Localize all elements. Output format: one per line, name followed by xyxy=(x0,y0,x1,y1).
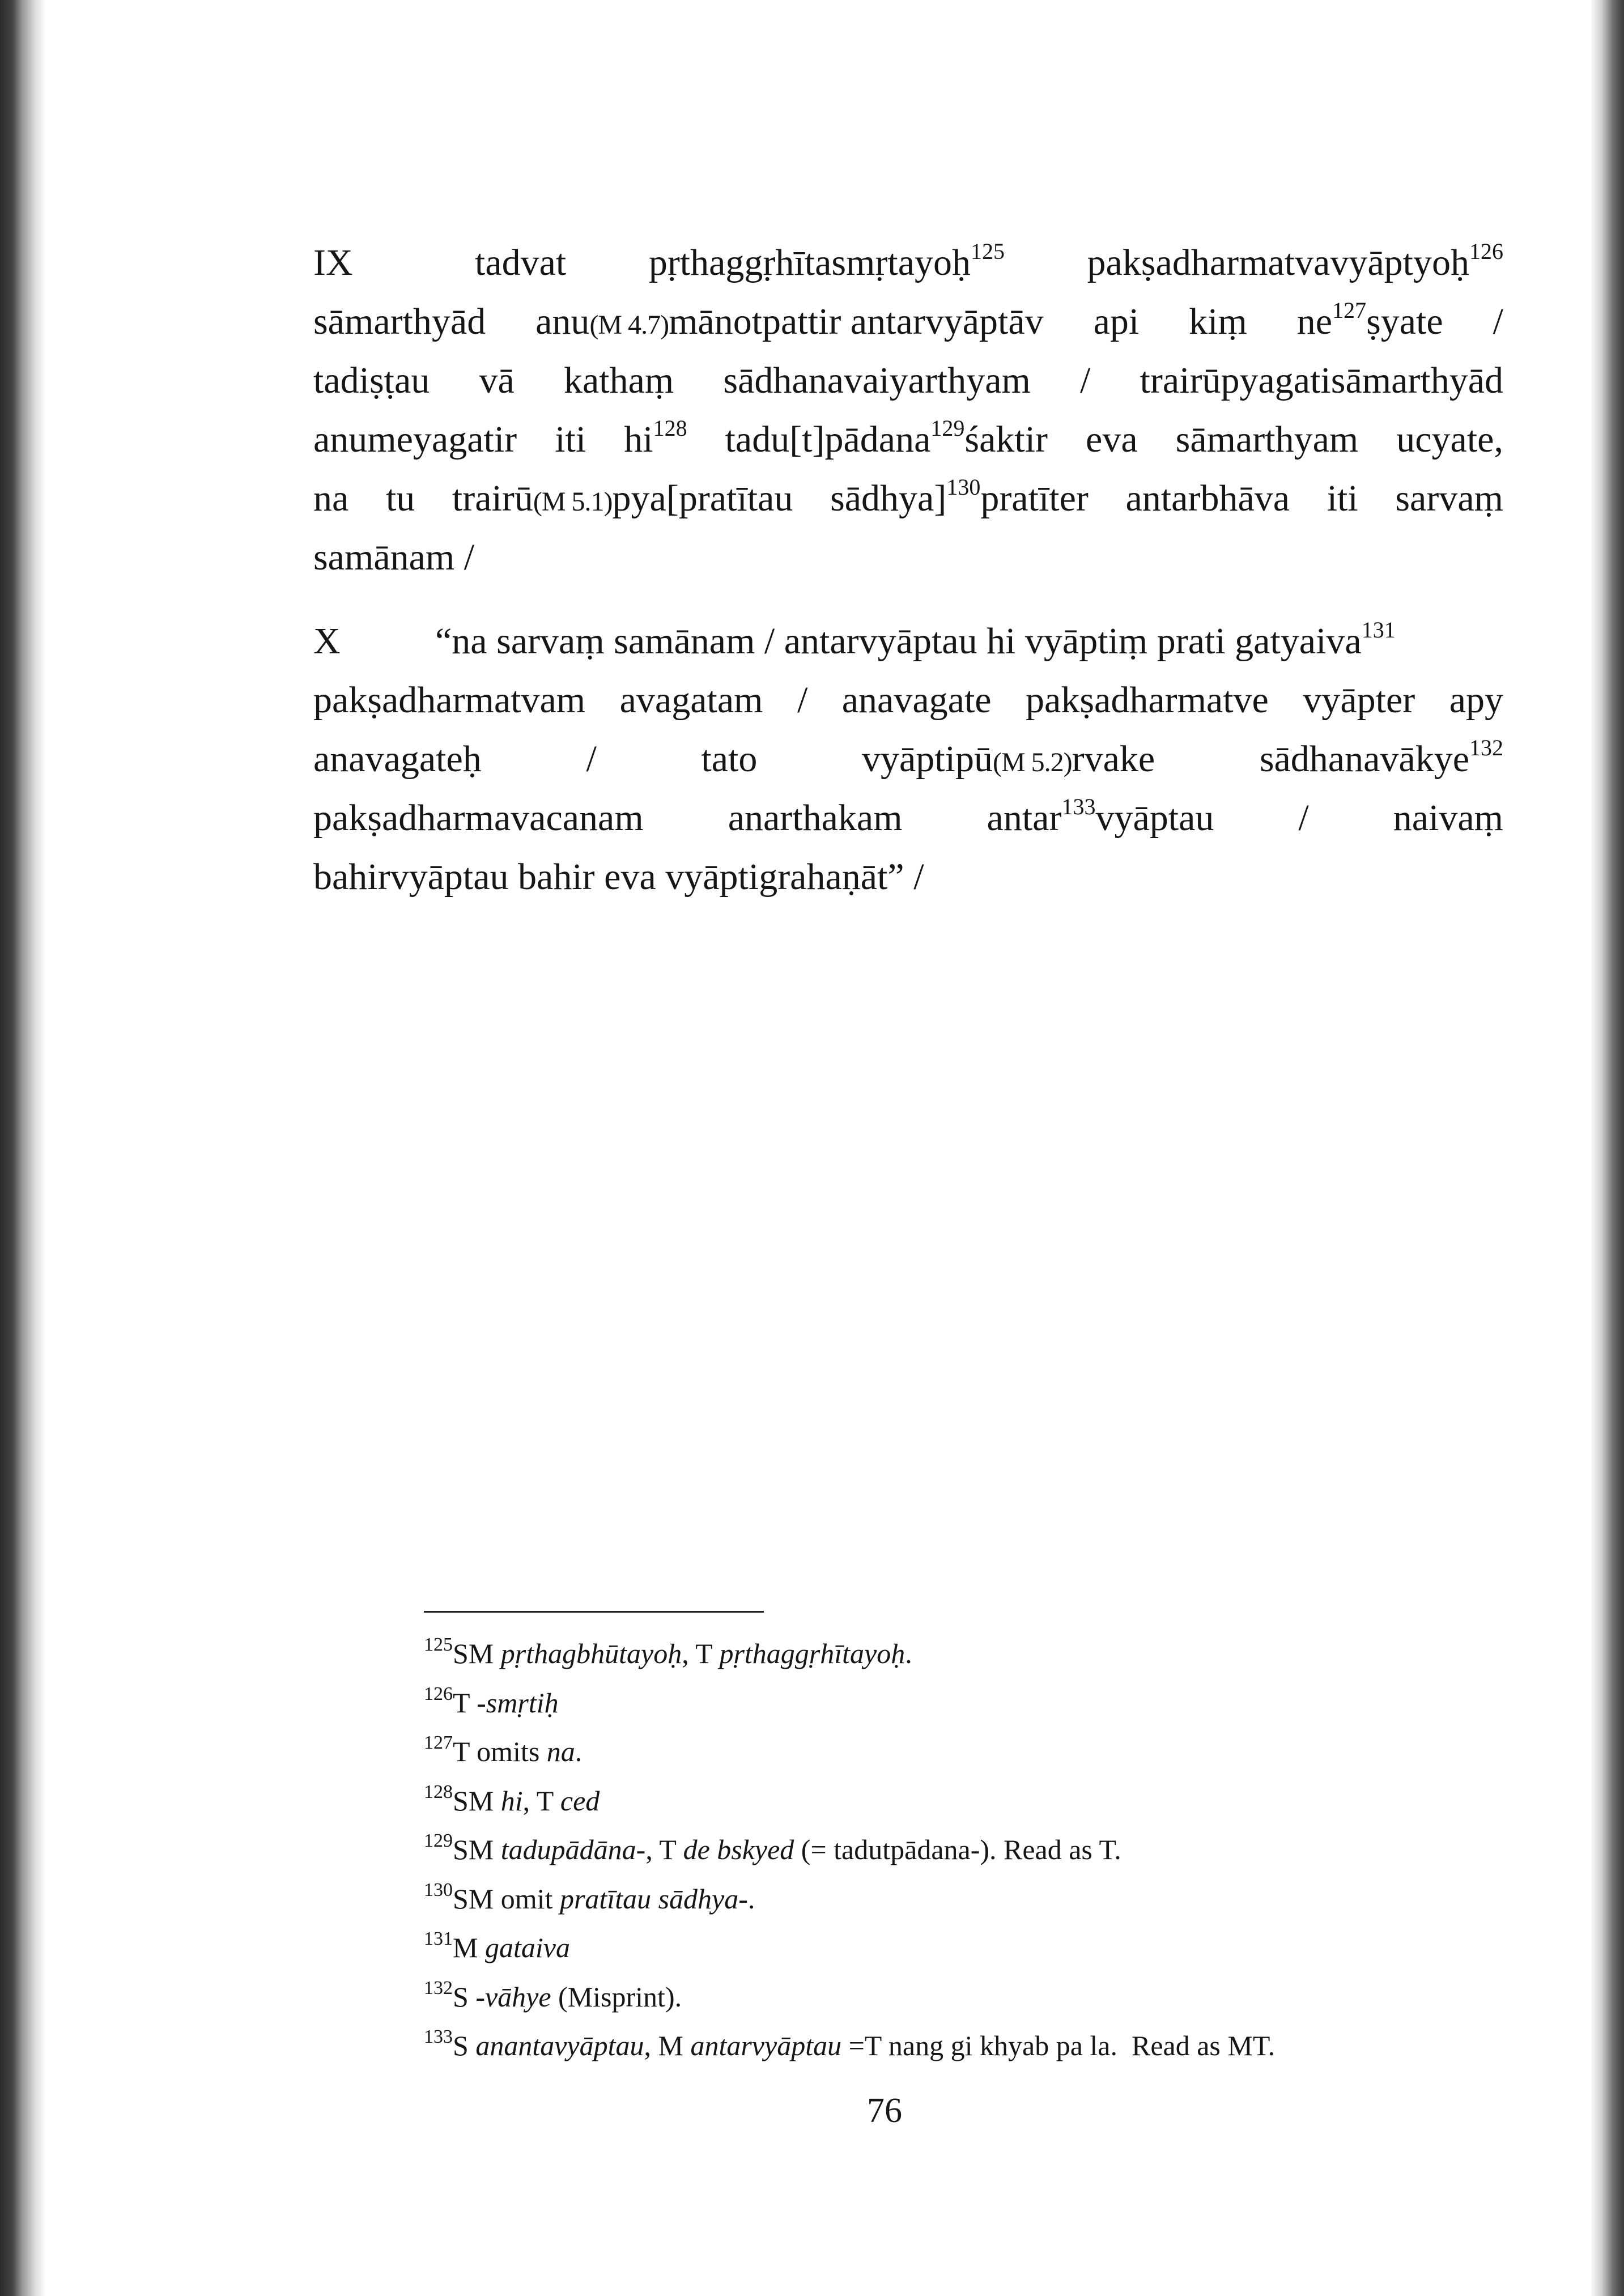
footnote: $^{129}$SM tadupādāna-, T de bskyed (= tadutpādana-). Read as T. xyxy=(424,1830,1121,1865)
section-ix-line-4: anumeyagatir iti $hi^{128}$ tadu[t]pādana$^{129}$śaktir eva sāmarthyam ucyate, xyxy=(313,415,1503,460)
footnote: $^{133}$S anantavyāptau, M antarvyāptau =T nang gi khyab pa la. Read as MT. xyxy=(424,2026,1276,2061)
scan-edge-right xyxy=(1590,0,1624,2296)
section-number: IX xyxy=(313,242,353,283)
footnote: $^{127}$T omits na. xyxy=(424,1732,583,1767)
page-number: 76 xyxy=(867,2091,902,2130)
section-ix xyxy=(313,233,1503,587)
section-x-line-4: pakṣadharmavacanam anarthakam antar$^{133}$vyāptau / naivaṃ xyxy=(313,794,1503,839)
footnote: $^{126}$T -smṛtiḥ xyxy=(424,1683,559,1719)
footnote: $^{131}$M gataiva xyxy=(424,1928,570,1963)
footnote-ref: 131 xyxy=(1361,617,1396,643)
section-ix-line-5: na tu trairū(M 5.1)pya[pratītau sādhya]$^{130}$pratīter antarbhāva iti sarvaṃ xyxy=(313,474,1503,519)
footnotes xyxy=(424,1629,1500,2070)
section-x-line-2: pakṣadharmatvam avagatam / anavagate pakṣadharmatve vyāpter apy xyxy=(313,679,1503,721)
footnote-ref: 132 xyxy=(1469,735,1503,760)
footnote: $^{130}$SM omit pratītau sādhya-. xyxy=(424,1879,755,1915)
section-number: X xyxy=(313,620,341,662)
edition-ref: (M 4.7) xyxy=(589,310,669,340)
section-ix-line-2: sāmarthyād anu(M 4.7)mānotpattir antarvyāptāv api kiṃ $ne^{127}ṣyate$ / xyxy=(313,297,1503,342)
section-x-line-3: anavagateḥ / tato vyāptipū(M 5.2)rvake sādhanavākye$^{132}$ xyxy=(313,735,1503,780)
edition-ref: (M 5.1) xyxy=(533,487,613,517)
footnote: $^{128}$SM hi, T ced xyxy=(424,1781,600,1817)
footnote-ref: 133 xyxy=(1061,794,1096,819)
section-x xyxy=(313,612,1503,907)
footnote-ref: 128 xyxy=(653,415,687,441)
footnote-ref: 126 xyxy=(1469,239,1503,264)
edition-ref: (M 5.2) xyxy=(992,747,1072,777)
section-x-line-1: X “na sarvaṃ samānam / antarvyāptau hi vyāptiṃ prati gatyaiva$^{131}$ xyxy=(313,612,1503,671)
footnote-ref: 130 xyxy=(946,474,981,500)
footnote-ref: 129 xyxy=(930,415,965,441)
footnote-ref: 127 xyxy=(1332,297,1367,323)
section-ix-line-1: IX tadvat pṛthaggṛhītasmṛtayoḥ$^{125}$ pakṣadharmatvavyāptyoḥ$^{126}$ xyxy=(313,233,1503,292)
footnote: $^{125}$SM pṛthagbhūtayoḥ, T pṛthaggṛhītayoḥ. xyxy=(424,1634,912,1669)
footnote-ref: 125 xyxy=(971,239,1005,264)
footnote: $^{132}$S -vāhye (Misprint). xyxy=(424,1977,682,2013)
section-ix-line-3: tadiṣṭau vā kathaṃ sādhanavaiyarthyam / trairūpyagatisāmarthyād xyxy=(313,360,1503,401)
footnote-rule xyxy=(424,1611,764,1613)
scan-edge-left xyxy=(0,0,45,2296)
section-x-line-5: bahirvyāptau bahir eva vyāptigrahaṇāt” / xyxy=(313,856,924,898)
section-ix-line-6: samānam / xyxy=(313,537,475,578)
